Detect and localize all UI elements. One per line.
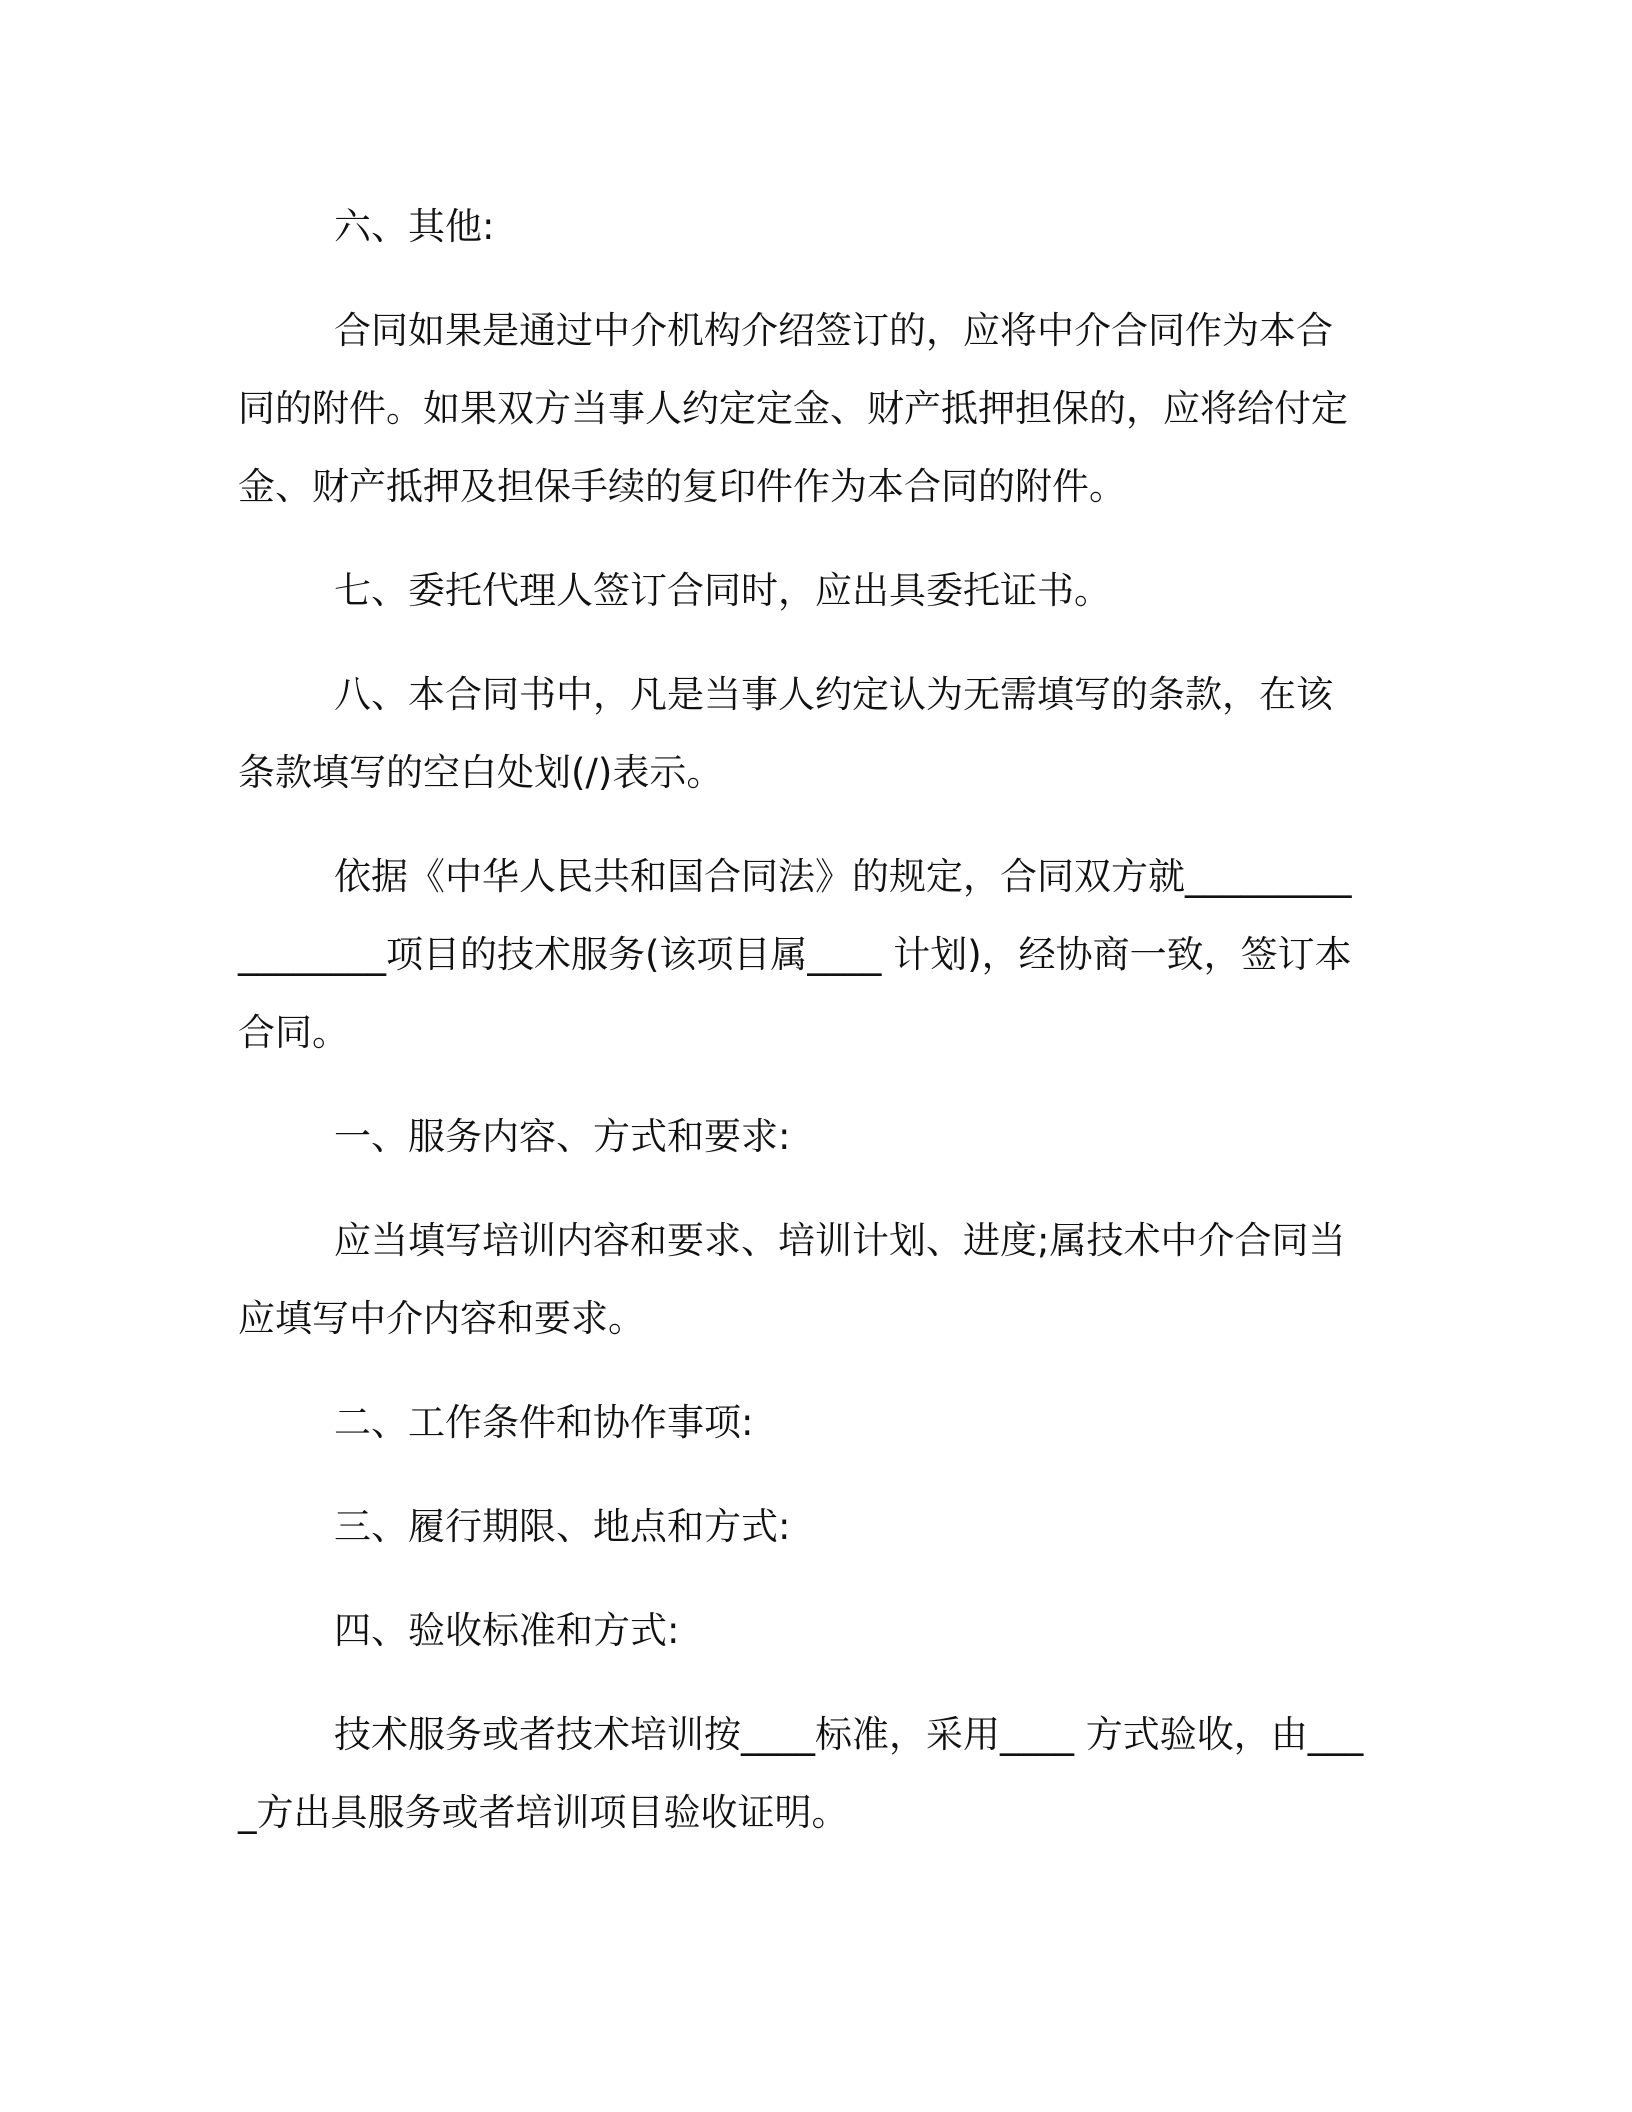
clause-two-heading: 二、工作条件和协作事项: xyxy=(334,1401,754,1444)
clause-three-heading: 三、履行期限、地点和方式: xyxy=(334,1505,791,1548)
service-content-paragraph: 应当填写培训内容和要求、培训计划、进度;属技术中介合同当应填写中介内容和要求。 xyxy=(238,1219,1346,1340)
acceptance-standard-paragraph: 技术服务或者技术培训按____标准，采用____ 方式验收，由____方出具服务或者培训项目验收证明。 xyxy=(238,1713,1364,1834)
clause-one-heading: 一、服务内容、方式和要求: xyxy=(334,1115,791,1158)
contract-basis-paragraph: 依据《中华人民共和国合同法》的规定，合同双方就_________________项目的技术服务(该项目属____ 计划)，经协商一致，签订本合同。 xyxy=(238,855,1352,1054)
section-six-heading: 六、其他: xyxy=(334,205,495,248)
clause-four-heading: 四、验收标准和方式: xyxy=(334,1609,680,1652)
section-seven-paragraph: 七、委托代理人签订合同时，应出具委托证书。 xyxy=(334,569,1111,612)
document-body xyxy=(238,188,1368,1878)
section-eight-paragraph: 八、本合同书中，凡是当事人约定认为无需填写的条款，在该条款填写的空白处划(/)表示。 xyxy=(238,673,1333,794)
intermediary-attachment-paragraph: 合同如果是通过中介机构介绍签订的，应将中介合同作为本合同的附件。如果双方当事人约定定金、财产抵押担保的，应将给付定金、财产抵押及担保手续的复印件作为本合同的附件。 xyxy=(238,309,1348,508)
